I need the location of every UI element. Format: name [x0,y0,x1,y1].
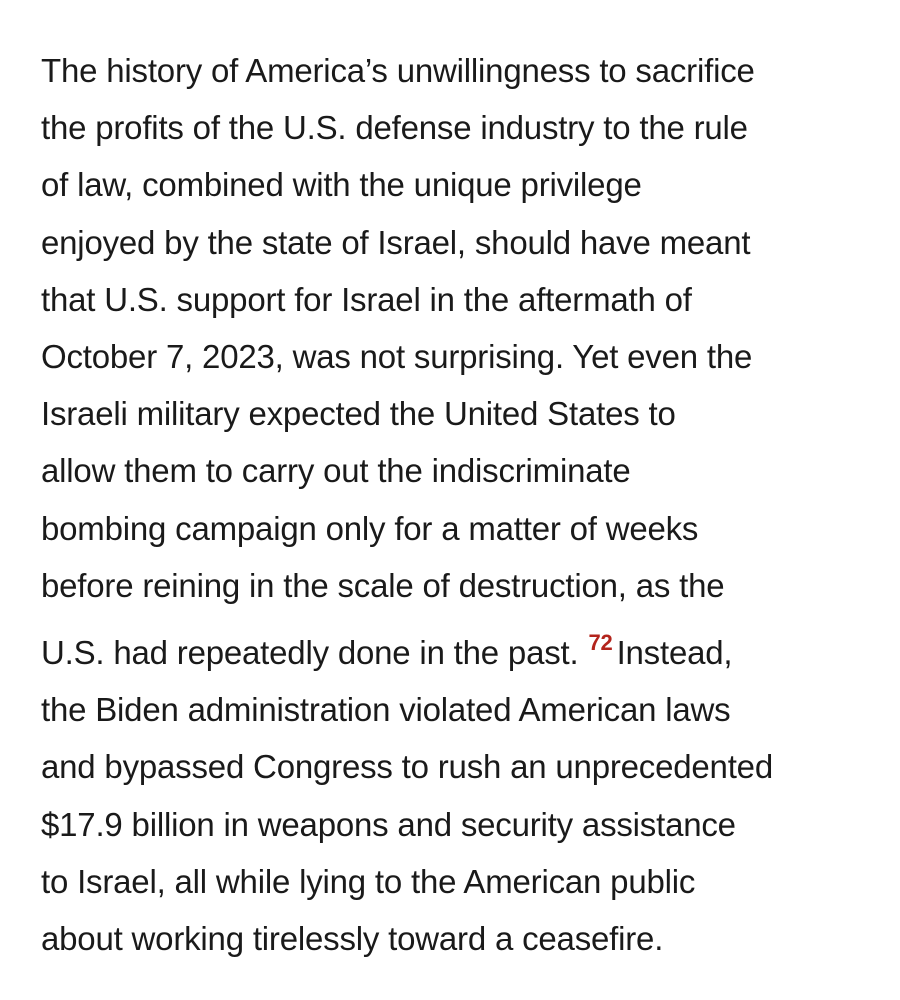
article-paragraph [41,42,861,967]
paragraph-line: and bypassed Congress to rush an unprecedented [41,748,773,786]
paragraph-line: $17.9 billion in weapons and security assistance [41,805,736,843]
paragraph-line: October 7, 2023, was not surprising. Yet even the [41,338,753,376]
paragraph-line: allow them to carry out the indiscriminate [41,452,631,490]
paragraph-text: U.S. had repeatedly done in the past. [41,634,579,672]
paragraph-line: The history of America’s unwillingness to sacrifice [41,52,755,89]
paragraph-line: that U.S. support for Israel in the aftermath of [41,280,692,318]
paragraph-line: about working tirelessly toward a ceasefire. [41,920,664,958]
footnote-link[interactable]: 72 [588,630,613,656]
paragraph-line: the Biden administration violated American laws [41,691,731,729]
paragraph-line: before reining in the scale of destruction, as the [41,566,725,604]
paragraph-line: the profits of the U.S. defense industry to the rule [41,109,748,147]
paragraph-line: Israeli military expected the United States to [41,395,676,433]
paragraph-line-with-footnote [41,614,861,681]
paragraph-line: of law, combined with the unique privilege [41,166,642,204]
paragraph-line: to Israel, all while lying to the American public [41,862,696,900]
paragraph-line: enjoyed by the state of Israel, should have meant [41,223,751,261]
paragraph-line: bombing campaign only for a matter of weeks [41,509,699,547]
paragraph-text: Instead, [616,634,733,672]
